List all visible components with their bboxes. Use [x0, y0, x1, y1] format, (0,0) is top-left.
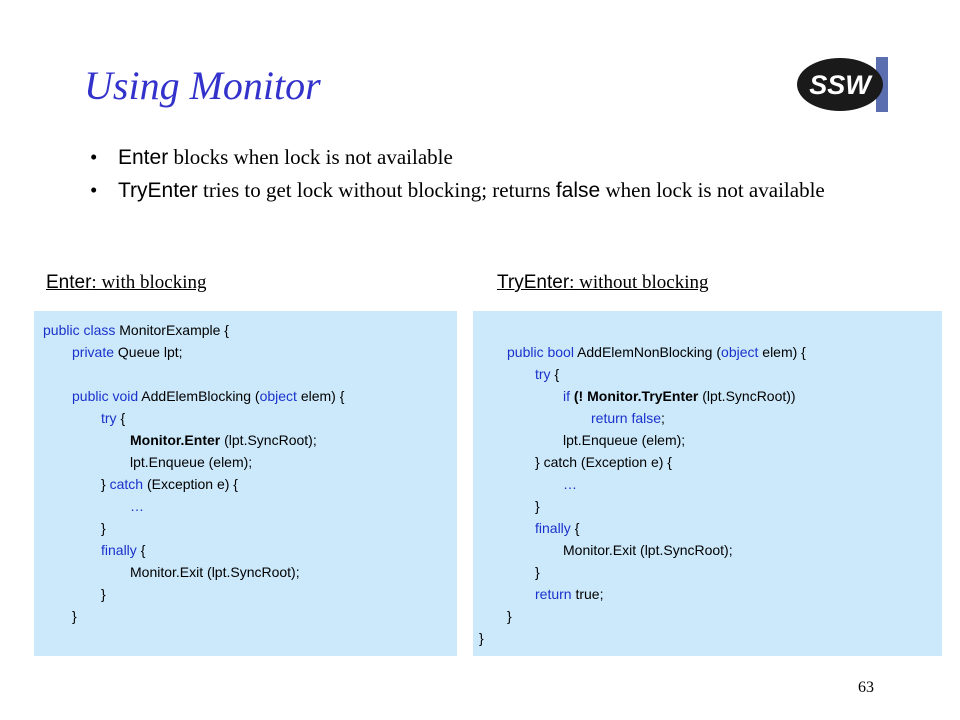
page-number: 63	[858, 679, 874, 696]
code-token: true;	[575, 586, 604, 602]
code-line	[34, 495, 457, 517]
code-token: }	[535, 498, 540, 514]
code-keyword: public bool	[507, 344, 578, 360]
code-token: Monitor.Enter	[130, 432, 225, 448]
code-keyword: …	[563, 476, 577, 492]
code-token: } catch (Exception e) {	[535, 454, 672, 470]
bullet-code: TryEnter	[118, 179, 198, 202]
code-line	[473, 605, 942, 627]
bullet-text: blocks when lock is not available	[168, 145, 453, 169]
heading-text: : without blocking	[569, 272, 709, 293]
code-token: }	[101, 520, 106, 536]
left-panel-heading	[46, 272, 206, 294]
code-line	[34, 407, 457, 429]
blocking-code-block	[34, 311, 457, 656]
code-line	[34, 429, 457, 451]
code-keyword: …	[130, 498, 144, 514]
code-line	[34, 451, 457, 473]
code-keyword: public void	[72, 388, 142, 404]
code-token: (Exception e) {	[146, 476, 238, 492]
code-line	[473, 429, 942, 451]
code-keyword: finally	[101, 542, 141, 558]
heading-code: Enter	[46, 272, 92, 293]
code-token: }	[72, 608, 77, 624]
code-line	[34, 539, 457, 561]
code-keyword: return	[535, 586, 576, 602]
code-keyword: try	[535, 366, 555, 382]
code-line	[34, 517, 457, 539]
code-token: }	[507, 608, 512, 624]
code-keyword: object	[259, 388, 301, 404]
code-line	[473, 451, 942, 473]
right-panel-heading	[497, 272, 708, 294]
code-keyword: public class	[43, 322, 120, 338]
bullet-item: • TryEnter tries to get lock without blocking; returns false when lock is not available	[90, 178, 825, 202]
code-token: (! Monitor.TryEnter	[573, 388, 703, 404]
code-line	[34, 561, 457, 583]
code-token: MonitorExample {	[119, 322, 229, 338]
code-token: AddElemBlocking (	[141, 388, 260, 404]
code-token: (lpt.SyncRoot))	[702, 388, 796, 404]
code-token: {	[140, 542, 146, 558]
code-token: {	[574, 520, 580, 536]
ssw-logo	[796, 57, 888, 112]
code-line	[473, 561, 942, 583]
code-line	[473, 473, 942, 495]
bullet-item: • Enter blocks when lock is not available	[90, 145, 453, 169]
code-token: }	[101, 476, 110, 492]
nonblocking-code-block	[473, 311, 942, 656]
bullet-text: tries to get lock without blocking; returns	[197, 178, 556, 202]
code-line	[473, 385, 942, 407]
code-line	[473, 407, 942, 429]
bullet-text: when lock is not available	[600, 178, 825, 202]
code-keyword: private	[72, 344, 118, 360]
code-line	[473, 539, 942, 561]
code-line	[473, 517, 942, 539]
code-line	[34, 319, 457, 341]
code-keyword: return false	[591, 410, 662, 426]
code-keyword: catch	[109, 476, 147, 492]
code-line	[34, 341, 457, 363]
code-line	[34, 473, 457, 495]
slide-title: Using Monitor	[84, 63, 321, 108]
code-token: ;	[661, 410, 665, 426]
code-keyword: finally	[535, 520, 575, 536]
code-line	[473, 627, 942, 649]
code-line	[34, 385, 457, 407]
code-token: {	[554, 366, 560, 382]
bullet-list	[90, 144, 890, 210]
code-token: }	[101, 586, 106, 602]
code-keyword: try	[101, 410, 121, 426]
code-token: }	[479, 630, 484, 646]
code-token: lpt.Enqueue (elem);	[130, 454, 253, 470]
code-line	[34, 363, 457, 385]
bullet-code: false	[555, 179, 601, 202]
code-token: Monitor.Exit (lpt.SyncRoot);	[130, 564, 300, 580]
code-line	[473, 341, 942, 363]
code-token: }	[535, 564, 540, 580]
code-keyword: if	[563, 388, 574, 404]
logo-text: SSW	[809, 70, 871, 100]
heading-text: : with blocking	[91, 272, 207, 293]
code-token: elem) {	[762, 344, 806, 360]
code-keyword: object	[721, 344, 763, 360]
bullet-code: Enter	[118, 146, 169, 169]
code-line	[34, 605, 457, 627]
code-token: AddElemNonBlocking (	[577, 344, 722, 360]
code-line	[473, 583, 942, 605]
code-line	[34, 583, 457, 605]
code-token: {	[120, 410, 126, 426]
code-line	[473, 495, 942, 517]
code-token: (lpt.SyncRoot);	[224, 432, 317, 448]
code-line	[473, 363, 942, 385]
code-token: elem) {	[300, 388, 345, 404]
code-token: Monitor.Exit (lpt.SyncRoot);	[563, 542, 733, 558]
code-token: lpt.Enqueue (elem);	[563, 432, 686, 448]
heading-code: TryEnter	[497, 272, 570, 293]
code-token: Queue lpt;	[117, 344, 183, 360]
